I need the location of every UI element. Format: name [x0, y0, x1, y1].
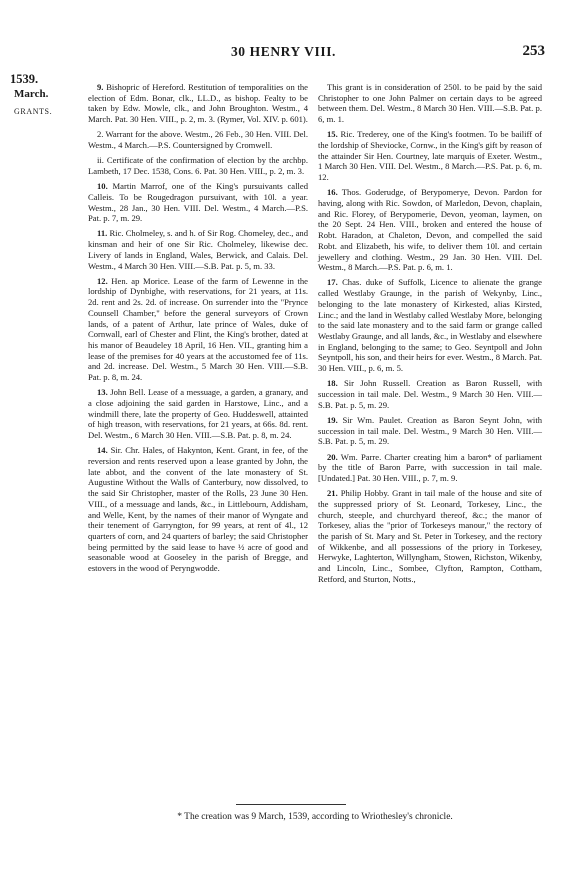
page-header	[0, 44, 567, 64]
entry-text: Thos. Goderudge, of Berypomerye, Devon. Pardon for having, along with Ric. Sowdon, of Marledon, Devon, chaplain, and Ric. Florey, of Berypomerie, Devon, yeoman, laymen, on the 20 Sept. 24 Hen. VIII., broken and entered the house of Robt. Haradon, at Chaleton, Devon, and compelled the said Robt. and Elizabeth, his wife, to deliver them 10l. and certain jewellery and clothing. Westm., 29 Jan. 30 Hen. VIII. Del. Westm., 8 March.—P.S. Pat. p. 6, m. 1.	[318, 187, 543, 273]
entry-text: Wm. Parre. Charter creating him a baron* of parliament by the title of Baron Parre, with succession in tail male. [Undated.] Pat. 30 Hen. VIII., p. 7, m. 9.	[318, 451, 542, 483]
entry-text: Chas. duke of Suffolk, Licence to alienate the grange called Westlaby Graunge, in the parish of Wekynby, Linc., belonging to the late monastery of Kirkested, alias Kirsted, Linc.; and the land in Westlaby called Westlaby More, belonging to the said late monastery and to the said farm or grange called Westlaby Graunge, and all lands, &c., in Westlaby and elsewhere in England, belonging to the same; to Geo. Seyntpoll and John Seyntpoll, his son, and their heirs for ever. Westm., 8 March. Pat. 30 Hen. VIII., p. 6, m. 5.	[318, 277, 542, 374]
entry-text: Sir John Russell. Creation as Baron Russell, with succession in tail male. Del. Westm., 9 March 30 Hen. VIII.—S.B. Pat. p. 5, m. 29.	[318, 378, 542, 410]
running-title: 30 HENRY VIII.	[230, 44, 337, 59]
entry-number: 13.	[97, 387, 108, 398]
entry-number: 11.	[97, 228, 108, 239]
right-column	[318, 82, 542, 589]
grant-entry	[318, 378, 542, 410]
margin-notes	[10, 72, 80, 118]
margin-section-label: GRANTS.	[14, 107, 53, 116]
grant-entry	[88, 228, 308, 271]
grant-entry	[88, 82, 308, 125]
left-column	[88, 82, 308, 578]
entry-number: 16.	[327, 187, 338, 198]
entry-number: 14.	[97, 445, 108, 456]
margin-year: 1539.	[10, 72, 39, 86]
grant-entry	[318, 488, 542, 584]
entry-text: Ric. Trederey, one of the King's footmen. To be bailiff of the lordship of Sheviocke, Cornw., in the King's gift by reason of the attainder Sir Hen. Courtney, late marquis of Exeter. Westm., 1 March 30 Hen. VIII. Del. Westm., 8 March.—P.S. Pat. p. 6, m. 12.	[318, 129, 542, 183]
grant-entry	[318, 277, 542, 373]
entry-text: Sir Wm. Paulet. Creation as Baron Seynt John, with succession in tail male. Del. Westm., 9 March 30 Hen. VIII.—S.B. Pat. p. 5, m. 29.	[318, 414, 542, 447]
entry-text: Ric. Cholmeley, s. and h. of Sir Rog. Chomeley, dec., and kinsman and heir of one Sir Ric. Cholmeley, likewise dec. Livery of lands in England, Wales, Berwick, and Calais. Del. Westm., 4 March 30 Hen. VIII.—S.B. Pat. p. 5, m. 33.	[88, 228, 309, 271]
entry-number: 21.	[327, 488, 338, 499]
entry-number: 15.	[327, 129, 338, 140]
grant-entry	[88, 445, 308, 573]
entry-text: John Bell. Lease of a messuage, a garden, a granary, and a close adjoining the said garden in Harstowe, Linc., and a windmill there, late the property of Geo. Huddeswell, attainted of high treason, with reservations, for 21 years, at 66s. 8d. rent. Del. Westm., 6 March 30 Hen. VIII.—S.B. Pat. p. 8, m. 24.	[88, 387, 309, 441]
page-number: 253	[522, 43, 545, 59]
entry-subsection: 2. Warrant for the above. Westm., 26 Feb., 30 Hen. VIII. Del. Westm., 4 March.—P.S. Countersigned by Cromwell.	[88, 129, 308, 151]
grant-entry	[88, 276, 308, 383]
grant-entry	[88, 387, 308, 441]
entry-text: Bishopric of Hereford. Restitution of temporalities on the election of Edm. Bonar, clk., LL.D., as bishop. Fealty to be taken by Edw. Mowle, clk., and John Broughton. Westm., 4 March. Pat. 30 Hen. VIII., p. 2, m. 3. (Rymer, Vol. XIV. p. 601).	[88, 82, 308, 125]
grant-entry	[318, 187, 542, 273]
footnote: * The creation was 9 March, 1539, according to Wriothesley's chronicle.	[177, 812, 453, 822]
grant-entry	[318, 82, 542, 125]
entry-number: 17.	[327, 277, 338, 288]
entry-text: Martin Marrof, one of the King's pursuivants called Calleis. To be Rougedragon pursuivant, with 10l. a year. Westm., 28 Jan., 30 Hen. VIII. Del. Westm., 4 March.—P.S. Pat. p. 7, m. 29.	[88, 181, 308, 224]
entry-number: 9.	[97, 82, 104, 92]
entry-subsection: ii. Certificate of the confirmation of election by the archbp. Lambeth, 17 Dec. 1538, Cons. 6. Pat. 30 Hen. VIII., p. 2, m. 3.	[88, 155, 308, 176]
entry-text: This grant is in consideration of 250l. to be paid by the said Christopher to one John Palmer on certain days to be agreed between them. Del. Westm., 8 March 30 Hen. VIII.—S.B. Pat. p. 6, m. 1.	[318, 82, 542, 125]
grant-entry	[318, 452, 542, 484]
entry-text: Philip Hobby. Grant in tail male of the house and site of the suppressed priory of St. Leonard, Torkesey, Linc., the church, steeple, and churchyard thereof, &c.; the manor of Torkesey, alias the "prior of Torkeseys manour," the rectory of the parish of St. Mary and St. Peter in Torkesey, and the rectory of Wikkenbe, and all possessions of the priory in Torkesey, Herwyke, Laghterton, Willyngham, Stowen, Richston, Wikenby, and Lincoln, Linc., Sombee, Clyfton, Rampton, Cottham, Retford, and Sturton, Notts.,	[318, 488, 542, 584]
entry-text: Hen. ap Morice. Lease of the farm of Lewenne in the lordship of Dynbighe, with reservations, for 21 years, at 11s. 2d. rent and 2s. 2d. of increase. On surrender into the "Prynce Counsell Chamber," before the general surveyors of Crown lands, of a patent of Arthur, late prince of Wales, duke of Cornwall, earl of Chester and Flint, the King's brother, dated at his manor of Beaudeley 18 April, 16 Hen. VII., granting him a lease of the premises for 40 years at the accustomed fee of 11s. and 2d. increase. Del. Westm., 5 March 30 Hen. VIII.—S.B. Pat. p. 8, m. 24.	[88, 275, 308, 383]
entry-text: Sir. Chr. Hales, of Hakynton, Kent. Grant, in fee, of the reversion and rents reserved upon a lease granted by John, the late abbot, and the convent of the late monastery of St. Augustine Without the Walls of Canterbury, now dissolved, to the said Sir Christopher, master of the Rolls, 23 June 30 Hen. VIII., of a messuage and lands, &c., in Littlebourn, Addisham, and Welle, Kent, by the names of their manor of Wyngate and their tenement of Garryngton, for 99 years, at rent of 4l., 12 quarters of corn, and 24 quarters of barley; the said Christopher being permitted by the said lease to have ½ acre of good and seasonable wood at Gooseley in the parish of Bregge, and estovers in the wood of Peryngwodde.	[88, 445, 308, 574]
grant-entry	[318, 129, 542, 183]
entry-number: 20.	[327, 451, 338, 462]
entry-number: 12.	[97, 275, 108, 286]
entry-number: 19.	[327, 414, 338, 425]
grant-entry	[88, 181, 308, 224]
grant-entry	[318, 415, 542, 447]
footnote-divider	[236, 804, 346, 805]
entry-number: 18.	[327, 378, 338, 389]
entry-number: 10.	[97, 181, 108, 192]
margin-month: March.	[14, 88, 49, 100]
